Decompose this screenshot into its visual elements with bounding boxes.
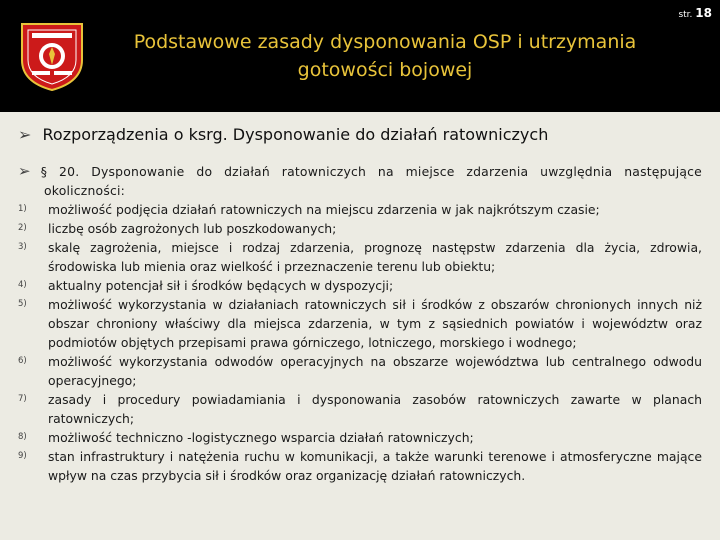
list-item [18, 428, 702, 447]
list-item-number: 6) [18, 356, 27, 366]
list-item-number: 5) [18, 299, 27, 309]
list-item-text: możliwość wykorzystania odwodów operacyjnych na obszarze województwa lub centralnego odwodu operacyjnego; [48, 354, 702, 388]
list-item [18, 447, 702, 485]
list-item [18, 295, 702, 352]
slide-title: Podstawowe zasady dysponowania OSP i utrzymania gotowości bojowej [133, 31, 637, 81]
circumstances-list [18, 200, 702, 485]
list-item-text: możliwość podjęcia działań ratowniczych na miejscu zdarzenia w jak najkrótszym czasie; [48, 202, 600, 217]
list-item-number: 4) [18, 280, 27, 290]
list-item [18, 276, 702, 295]
list-item-text: możliwość techniczno -logistycznego wsparcia działań ratowniczych; [48, 430, 474, 445]
zwiazek-osp-emblem-icon [18, 20, 86, 92]
list-item [18, 238, 702, 276]
page-number [678, 6, 712, 20]
list-item-number: 2) [18, 223, 27, 233]
slide-header [0, 0, 720, 112]
subheading [18, 124, 708, 146]
list-item [18, 200, 702, 219]
list-item-number: 7) [18, 394, 27, 404]
arrow-bullet-icon: ➢ [18, 162, 31, 180]
list-item [18, 219, 702, 238]
regulation-section [18, 162, 702, 485]
page-prefix: str. [678, 10, 693, 20]
list-item [18, 390, 702, 428]
list-item-number: 1) [18, 204, 27, 214]
section-intro [18, 162, 702, 200]
intro-text: § 20. Dysponowanie do działań ratowniczych na miejsce zdarzenia uwzględnia następujące okoliczności: [40, 164, 702, 198]
list-item-number: 3) [18, 242, 27, 252]
list-item-text: możliwość wykorzystania w działaniach ratowniczych sił i środków z obszarów chronionych innych niż obszar chroniony właściwy dla miejsca zdarzenia, w tym z sąsiednich powiatów i województw oraz podmiotów objętych przepisami prawa górniczego, lotniczego, morskiego i wodnego; [48, 297, 702, 350]
list-item-text: aktualny potencjał sił i środków będących w dyspozycji; [48, 278, 394, 293]
list-item-number: 8) [18, 432, 27, 442]
list-item-text: stan infrastruktury i natężenia ruchu w komunikacji, a także warunki terenowe i atmosferyczne mające wpływ na czas przybycia sił i środków oraz organizację działań ratowniczych. [48, 449, 702, 483]
subheading-text: Rozporządzenia o ksrg. Dysponowanie do działań ratowniczych [42, 125, 549, 144]
list-item-number: 9) [18, 451, 27, 461]
list-item [18, 352, 702, 390]
arrow-bullet-icon: ➢ [18, 125, 32, 144]
list-item-text: zasady i procedury powiadamiania i dysponowania zasobów ratowniczych zawarte w planach ratowniczych; [48, 392, 702, 426]
list-item-text: skalę zagrożenia, miejsce i rodzaj zdarzenia, prognozę następstw zdarzenia dla życia, zdrowia, środowiska lub mienia oraz wielkość i przeznaczenie terenu lub obiektu; [48, 240, 702, 274]
list-item-text: liczbę osób zagrożonych lub poszkodowanych; [48, 221, 337, 236]
page-number-value: 18 [695, 6, 712, 20]
